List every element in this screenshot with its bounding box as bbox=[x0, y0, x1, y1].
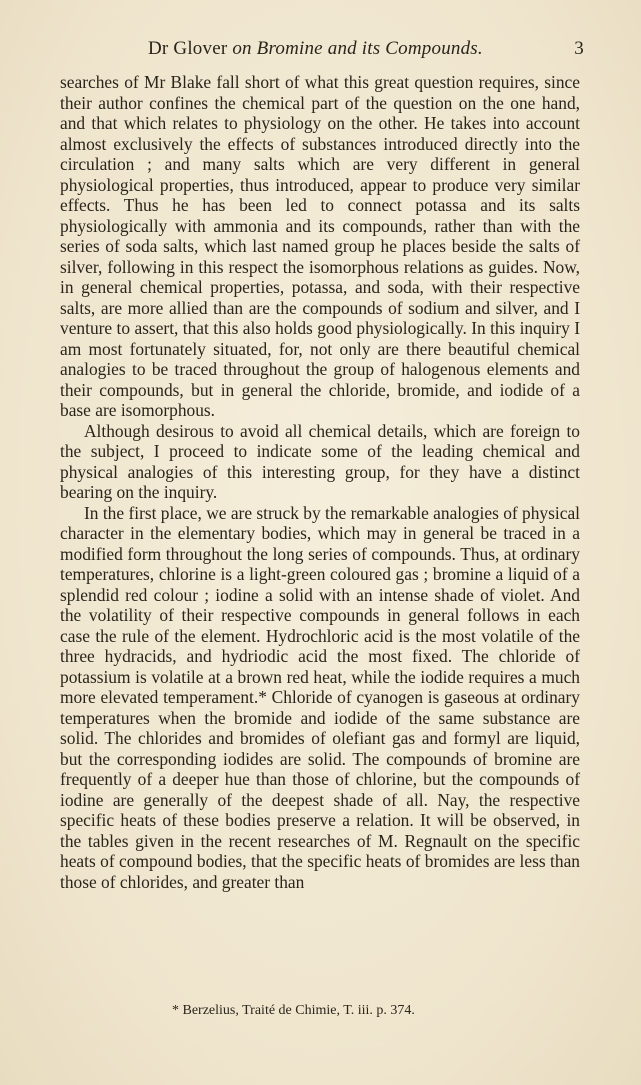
running-title bbox=[148, 38, 483, 60]
header-title: Bromine and its Compounds. bbox=[256, 38, 483, 59]
running-header bbox=[60, 38, 584, 62]
header-connector: on bbox=[232, 38, 252, 59]
paragraph-3: In the first place, we are struck by the remarkable analogies of physical character in the elementary bodies, which may in general be traced in a modified form throughout the long series of compounds. Thus, at ordinary temperatures, chlorine is a light-green coloured gas ; bromine a liquid of a splendid red colour ; iodine a solid with an intense shade of violet. And the volatility of their respective compounds in general follows in each case the rule of the element. Hydrochloric acid is the most volatile of the three hydracids, and hydriodic acid the most fixed. The chloride of potassium is volatile at a brown red heat, while the iodide requires a much more elevated temperament.* Chloride of cyanogen is gaseous at ordinary temperatures when the bromide and iodide of the same substance are solid. The chlorides and bromides of olefiant gas and formyl are liquid, but the corresponding iodides are solid. The compounds of bromine are frequently of a deeper hue than those of chlorine, but the compounds of iodine are generally of the deepest shade of all. Nay, the respective specific heats of these bodies preserve a relation. It will be observed, in the tables given in the recent researches of M. Regnault on the specific heats of compound bodies, that the specific heats of bromides are less than those of chlorides, and greater than bbox=[60, 502, 580, 892]
paragraph-1: searches of Mr Blake fall short of what this great question requires, since their author confines the chemical part of the question on the one hand, and that which relates to physiology on the other. He takes into account almost exclusively the effects of substances introduced directly into the circulation ; and many salts which are very different in general physiological properties, thus introduced, appear to produce very similar effects. Thus he has been led to connect potassa and its salts physiologically with ammonia and its compounds, rather than with the series of soda salts, which last named group he places beside the salts of silver, following in this respect the isomorphous relations as guides. Now, in general chemical properties, potassa, and soda, with their respective salts, are more allied than are the compounds of sodium and silver, and I venture to assert, that this also holds good physiologically. In this inquiry I am most fortunately situated, for, not only are there beautiful chemical analogies to be traced throughout the group of halogenous elements and their compounds, but in general the chloride, bromide, and iodide of a base are isomorphous. bbox=[60, 72, 580, 420]
page-number: 3 bbox=[574, 38, 584, 59]
footnote: * Berzelius, Traité de Chimie, T. iii. p. 374. bbox=[172, 1003, 415, 1018]
body-text bbox=[60, 72, 580, 892]
header-author: Dr Glover bbox=[148, 38, 228, 59]
paragraph-2: Although desirous to avoid all chemical details, which are foreign to the subject, I proceed to indicate some of the leading chemical and physical analogies of this interesting group, for they have a distinct bearing on the inquiry. bbox=[60, 420, 580, 502]
